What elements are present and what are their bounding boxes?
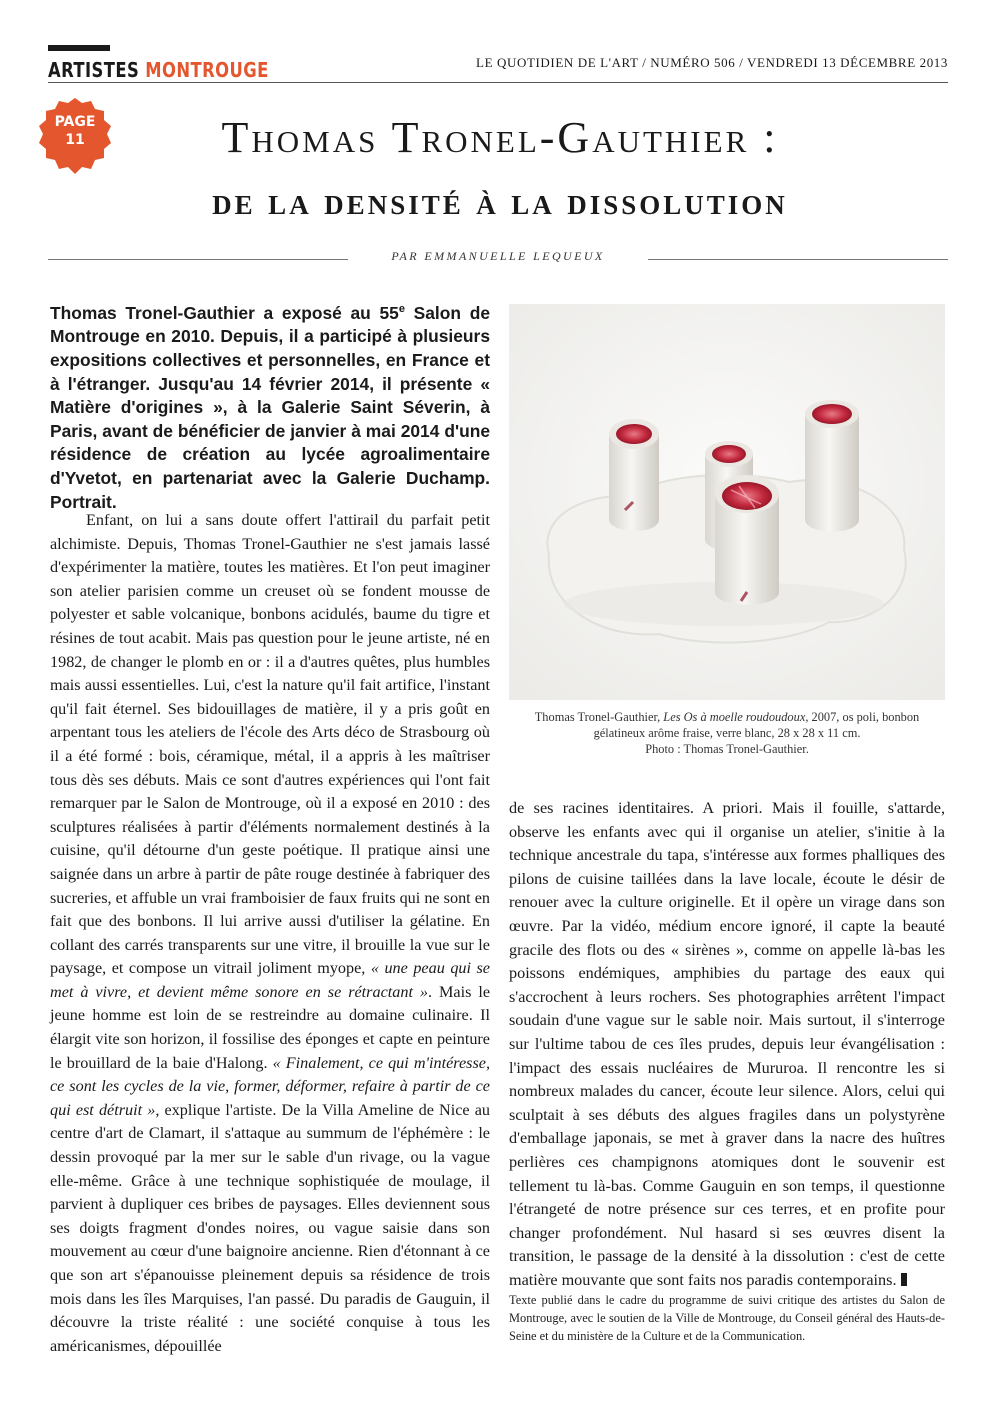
section-label-artistes: ARTISTES: [48, 58, 146, 82]
issue-line: LE QUOTIDIEN DE L'ART / NUMÉRO 506 / VENDREDI 13 DÉCEMBRE 2013: [476, 55, 948, 70]
page-badge-number: 11: [65, 132, 85, 148]
article-title-line2: de la densité à la dissolution: [212, 181, 788, 223]
byline: PAR EMMANUELLE LEQUEUX: [391, 249, 605, 263]
header-rule-bar: [48, 45, 110, 51]
publication-note: Texte publié dans le cadre du programme de suivi critique des artistes du Salon de Montrouge, avec le soutien de la Ville de Montrouge, du Conseil général des Hauts-de-Seine et du ministère de la Culture et de la Communication.: [509, 1293, 945, 1343]
artwork-photo-image: [509, 304, 945, 700]
caption-text: , 2007, os poli, bonbon gélatineux arôme fraise, verre blanc, 28 x 28 x 11 cm.: [593, 710, 920, 741]
end-mark-icon: [901, 1273, 907, 1286]
body-text: . Mais le jeune homme est loin de se restreindre au domaine culinaire. Il élargit vite son horizon, il fossilise des éponges et capte en peinture le brouillard de la baie d'Halong.: [50, 982, 491, 1072]
lede-text-2: Salon de Montrouge en 2010. Depuis, il a participé à plusieurs expositions collectives et personnelles, en France et à l'étranger. Jusqu'au 14 février 2014, il présente « Matière d'origines », à la Galerie Saint Séverin, à Paris, avant de bénéficier de janvier à mai 2014 d'une résidence de création au lycée agroalimentaire d'Yvetot, en partenariat avec la Galerie Duchamp. Portrait.: [50, 302, 490, 512]
caption-text: Thomas Tronel-Gauthier,: [534, 710, 664, 724]
article-body-right-column: [509, 797, 945, 1292]
article-title-line1: Thomas Tronel-Gauthier :: [221, 113, 779, 162]
body-text: , explique l'artiste. De la Villa Ameline de Nice au centre d'art de Clamart, il s'attaque au summum de l'éphémère : le dessin provoqué par la mer sur le sable d'un rivage, ou la vague elle-même. Grâce à une technique sophistiquée de moulage, il parvient à dupliquer ces bribes de paysages. Elles deviennent sous ses doigts fragment d'ondes noires, ou vague saisie dans son mouvement au cœur d'une baignoire ancienne. Rien d'étonnant à ce que son art s'épanouisse pleinement depuis sa résidence de trois mois dans les îles Marquises, l'an passé. Du paradis de Gauguin, il découvre la triste réalité : une société conquise à tous les américanismes, dépouillée: [50, 1100, 490, 1355]
page-badge-label: PAGE: [54, 114, 96, 130]
caption-credit: Photo : Thomas Tronel-Gauthier.: [645, 742, 809, 757]
artwork-photo: [509, 304, 945, 700]
caption-description: [509, 709, 945, 741]
byline-row: [48, 249, 948, 269]
section-label: [48, 58, 269, 82]
section-label-montrouge: MONTROUGE: [145, 58, 269, 82]
caption-work-title: Les Os à moelle roudoudoux: [663, 710, 806, 724]
body-quote: « Finalement, ce qui m'intéresse, ce sont les cycles de la vie, former, déformer, refaire à partir de ce qui est détruit »: [50, 1053, 490, 1119]
body-paragraph: [50, 509, 490, 1358]
header-divider: [48, 82, 948, 83]
lede-superscript: e: [398, 303, 405, 315]
photo-caption: [509, 709, 945, 758]
body-text: Enfant, on lui a sans doute offert l'attirail du parfait petit alchimiste. Depuis, Thomas Tronel-Gauthier ne s'est jamais lassé d'expérimenter la matière, toutes les matières. Et l'on peut imaginer son atelier parisien comme un creuset où se fondent mousse de polyester et sable volcanique, bonbons acidulés, baume du tigre et résines de tout acabit. Mais pas question pour le jeune artiste, né en 1982, de changer le plomb en or : il a d'autres quêtes, plus humbles mais aussi essentielles. Lui, c'est la nature qu'il fait artifice, l'instant qu'il fait éternel. Ses bidouillages de matière, il y a pris goût en arpentant tous les ateliers de l'école des Arts déco de Strasbourg où il a été formé : bois, céramique, métal, il a appris à les maîtriser tous dès ses débuts. Mais ce sont d'autres expériences qui l'ont fait remarquer par le Salon de Montrouge, où il a exposé en 2010 : des sculptures réalisées à partir d'éléments normalement destinés à la cuisine, qu'il détourne d'un geste poétique. Il pratique ainsi une saignée dans un arbre à partir de pâte rouge destinée à fabriquer des sucreries, et affuble un vrai framboisier de faux fruits qui ne sont en fait que des bonbons. Il lui arrive aussi d'utiliser la gélatine. En collant des carrés transparents sur une vitre, il brouille la vue sur le paysage, et compose un vitrail joliment myope,: [50, 511, 490, 978]
article-lede: [50, 298, 490, 514]
body-quote: « une peau qui se met à vivre, et devient même sonore en se rétractant »: [50, 959, 490, 1001]
body-text: de ses racines identitaires. A priori. Mais il fouille, s'attarde, observe les enfants avec qui il organise un atelier, s'initie à la technique ancestrale du tapa, s'intéresse aux formes phalliques des pilons de cuisine taillées dans la lave locale, écoute le désir de renouer avec la culture originelle. Et il opère un virage dans son œuvre. Par la vidéo, médium encore ignoré, il capte la beauté gracile des flots ou des « sirènes », comme on appelle là-bas les poissons endémiques, amphibies du partage des eaux qui s'accrochent à leurs rochers. Ses photographies arrêtent l'impact soudain d'une vague sur le sable noir. Mais surtout, il s'interroge sur l'ultime tabou de ces îles prudes, depuis leur évangélisation : l'impact des essais nucléaires de Mururoa. Il rencontre les si nombreux malades du cancer, écoute leur silence. Alors, celui qui sculptait à ses débuts des algues fragiles dans un polystyrène d'emballage japonais, se met à graver dans la nacre des huîtres perlières ces champignons atomiques dont le souvenir est tellement tu là-bas. Comme Gauguin en son temps, il questionne l'étrangeté de notre présence sur ces terres, et en profite pour changer profondément. Nul hasard si ses œuvres disent la transition, le passage de la densité à la dissolution : c'est de cette matière mouvante que sont faits nos paradis contemporains.: [509, 799, 945, 1289]
lede-text-1: Thomas Tronel-Gauthier a exposé au 55: [50, 302, 399, 323]
article-body-left-column: [50, 509, 490, 1358]
